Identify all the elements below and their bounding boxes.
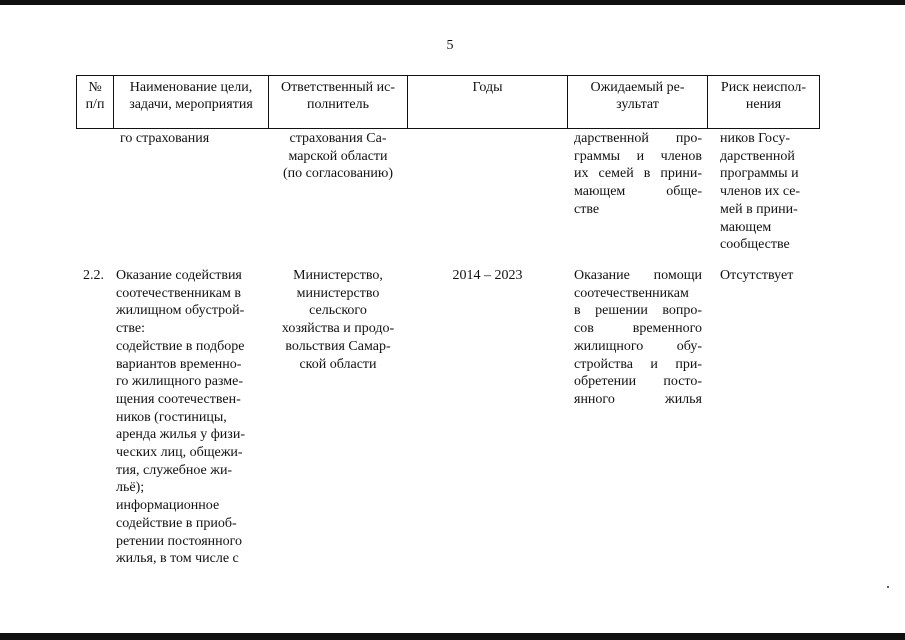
scan-speck — [887, 586, 889, 588]
header-num: № п/п — [85, 80, 105, 112]
table-top-line — [76, 75, 820, 76]
row-2-2-result: Оказание помощи соотечественникам в решении вопро- сов временного жилищного обу- стройства и при- обретении посто- янного жилья — [574, 268, 702, 407]
table-col-divider — [819, 75, 820, 129]
row-2-2-num: 2.2. — [83, 268, 104, 283]
header-years: Годы — [472, 80, 503, 95]
cont-responsible: страхования Са- марской области (по согласованию) — [282, 131, 394, 182]
cont-name: го страхования — [120, 131, 210, 146]
row-2-2-responsible: Министерство, министерство сельского хозяйства и продо- вольствия Самар- ской области — [281, 268, 395, 372]
bottom-border — [0, 633, 905, 640]
cont-risk: ников Госу- дарственной программы и членов их се- мей в прини- мающем сообществе — [720, 131, 801, 253]
header-name: Наименование цели, задачи, мероприятия — [129, 80, 253, 112]
header-responsible: Ответственный ис- полнитель — [280, 80, 396, 112]
row-2-2-years: 2014 – 2023 — [452, 268, 523, 283]
header-result: Ожидаемый ре- зультат — [590, 80, 685, 112]
header-risk: Риск неиспол- нения — [720, 80, 807, 112]
cont-result: дарственной про- граммы и членов их семей в прини- мающем обще- стве — [574, 131, 702, 217]
row-2-2-risk: Отсутствует — [720, 268, 794, 283]
page-number: 5 — [446, 38, 454, 53]
top-border — [0, 0, 905, 5]
table-header-bottom-line — [76, 128, 820, 129]
row-2-2-name: Оказание содействия соотечественникам в жилищном обустрой- стве: содействие в подборе вариантов временно- го жилищного разме- щения соотечествен- ников (гостиницы, аренда жилья у физи- ческих лиц, общежи- тия, служебное жи- льё); информационное содействие в приоб- ретении постоянного жилья, в том числе с — [116, 268, 245, 567]
